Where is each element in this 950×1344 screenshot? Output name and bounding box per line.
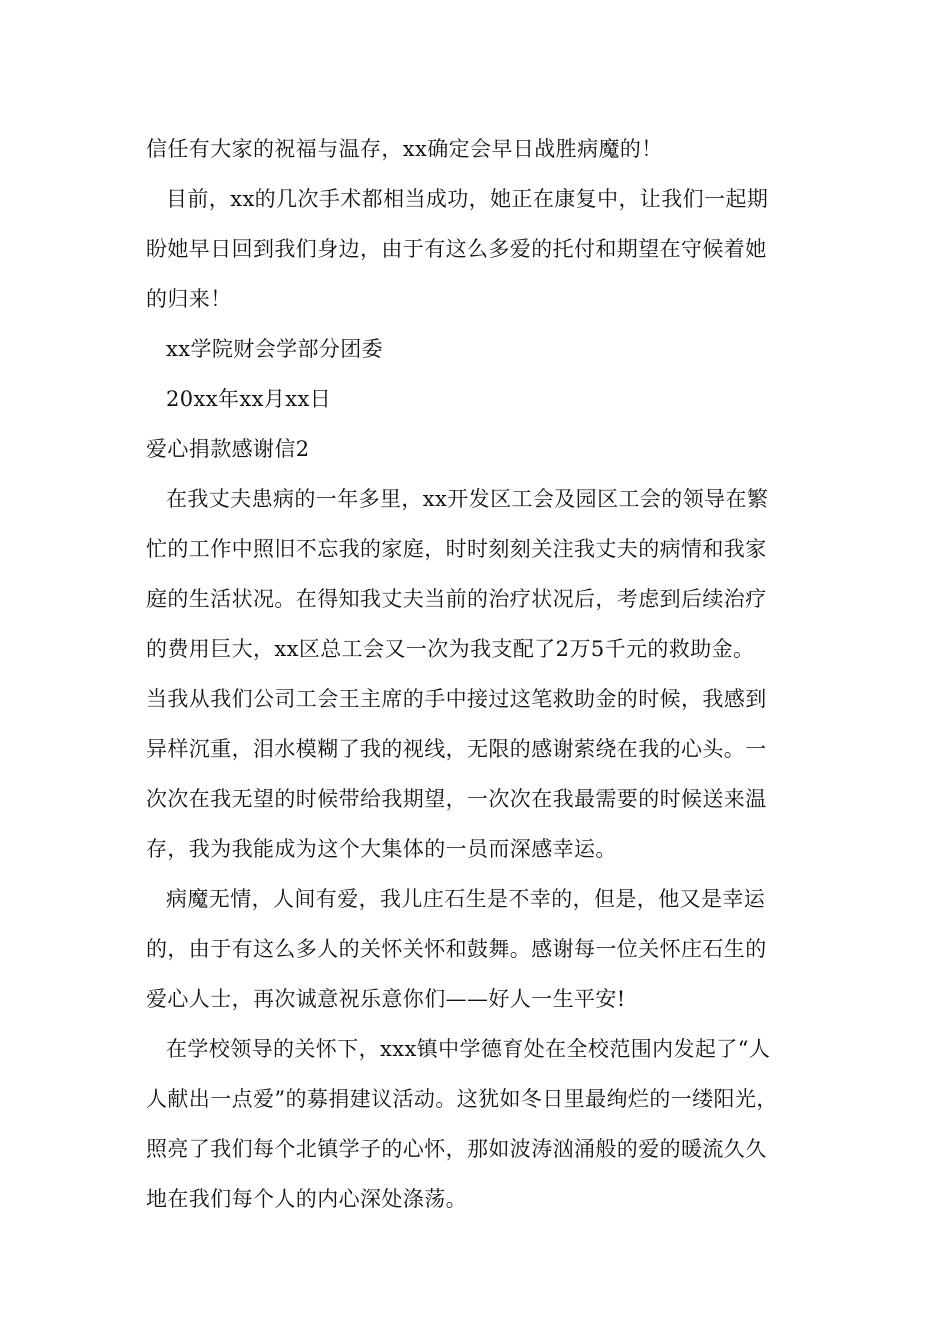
- text-line: 信任有大家的祝福与温存，xx确定会早日战胜病魔的！: [146, 137, 663, 161]
- text-line: 忙的工作中照旧不忘我的家庭，时时刻刻关注我丈夫的病情和我家: [146, 537, 767, 561]
- text-line: 次次在我无望的时候带给我期望，一次次在我最需要的时候送来温: [146, 787, 767, 811]
- text-line: 异样沉重，泪水模糊了我的视线，无限的感谢萦绕在我的心头。一: [146, 737, 767, 761]
- text-line: 在学校领导的关怀下，xxx镇中学德育处在全校范围内发起了“人: [166, 1037, 771, 1061]
- text-line: 庭的生活状况。在得知我丈夫当前的治疗状况后，考虑到后续治疗: [146, 587, 767, 611]
- section-title: 爱心捐款感谢信2: [146, 437, 310, 461]
- text-line: 的费用巨大，xx区总工会又一次为我支配了2万5千元的救助金。: [146, 637, 755, 661]
- text-line: 在我丈夫患病的一年多里，xx开发区工会及园区工会的领导在繁: [166, 487, 769, 511]
- text-line: 人献出一点爱”的募捐建议活动。这犹如冬日里最绚烂的一缕阳光，: [146, 1087, 778, 1111]
- text-line: 当我从我们公司工会王主席的手中接过这笔救助金的时候，我感到: [146, 687, 767, 711]
- signature-date: 20xx年xx月xx日: [166, 387, 332, 411]
- text-line: 存，我为我能成为这个大集体的一员而深感幸运。: [146, 837, 617, 861]
- signature-org: xx学院财会学部分团委: [166, 337, 384, 361]
- text-line: 的，由于有这么多人的关怀关怀和鼓舞。感谢每一位关怀庄石生的: [146, 937, 767, 961]
- text-line: 盼她早日回到我们身边，由于有这么多爱的托付和期望在守候着她: [146, 237, 767, 261]
- text-line: 照亮了我们每个北镇学子的心怀，那如波涛汹涌般的爱的暖流久久: [146, 1137, 767, 1161]
- text-line: 地在我们每个人的内心深处涤荡。: [146, 1187, 467, 1211]
- text-line: 爱心人士，再次诚意祝乐意你们——好人一生平安!: [146, 987, 626, 1011]
- text-line: 目前，xx的几次手术都相当成功，她正在康复中，让我们一起期: [166, 187, 769, 211]
- text-line: 的归来！: [146, 287, 232, 311]
- text-line: 病魔无情，人间有爱，我儿庄石生是不幸的，但是，他又是幸运: [166, 887, 766, 911]
